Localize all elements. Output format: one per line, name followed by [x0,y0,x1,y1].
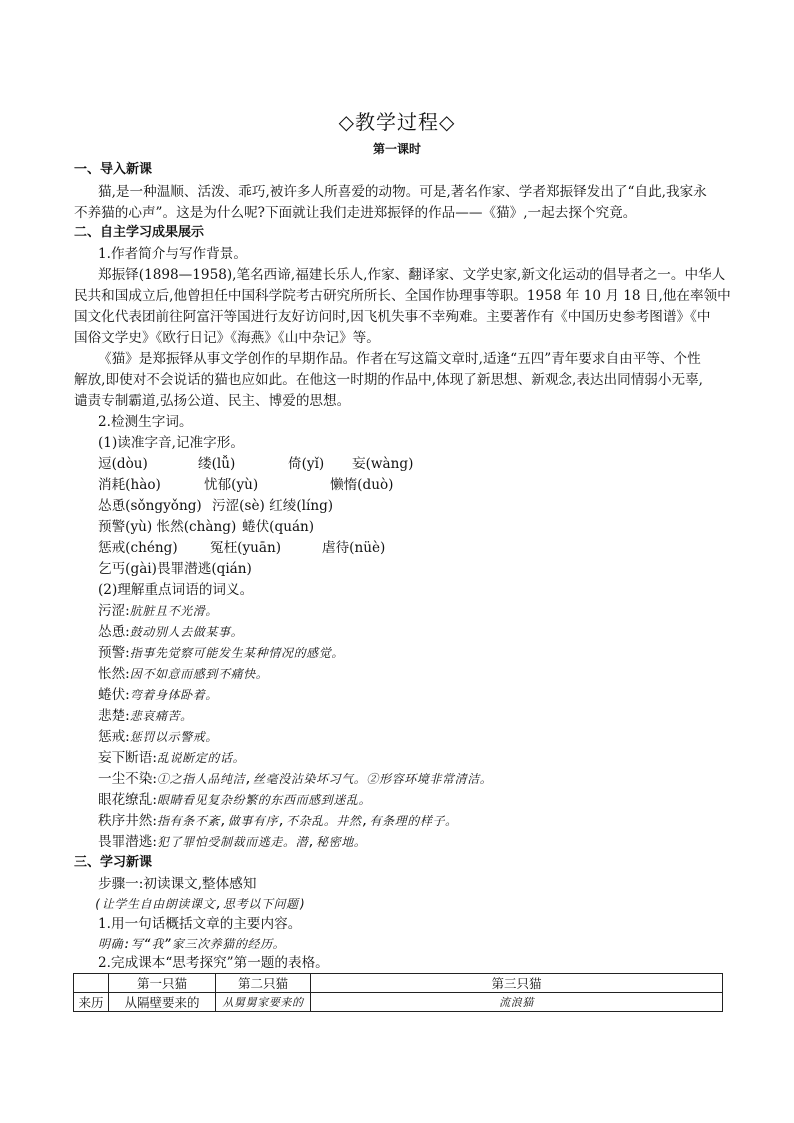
section-heading-self-study: 二、自主学习成果展示 [74,225,205,240]
author-paragraph-line: 民共和国成立后,他曾担任中国科学院考古研究所所长、全国作协理事等职。1958 年 10 月 18 日,他在率领中 [74,288,731,304]
author-paragraph-line: 国文化代表团前往阿富汗等国进行友好访问时,因飞机失事不幸殉难。主要著作有《中国历史参考图谱》《中 [74,309,711,325]
vocab-row [98,496,333,516]
definition-term: 眼花缭乱: [98,792,157,808]
answer: 明确:写“我”家三次养猫的经历。 [98,937,286,951]
section-heading-new-lesson: 三、学习新课 [74,855,153,870]
vocab-item: 怂恿(sǒngyǒng) [98,498,202,514]
vocab-row [98,559,252,579]
definition-text: 惩罚以示警戒。 [129,730,218,744]
vocab-item: 懒惰(duò) [330,477,394,493]
definition-text: 指事先觉察可能发生某种情况的感觉。 [129,646,344,660]
definition-text: 因不如意而感到不痛快。 [129,667,269,681]
definition-item [98,601,218,621]
work-paragraph-line: 谴责专制霸道,弘扬公道、民主、博爱的思想。 [74,393,351,409]
work-paragraph-line: 解放,即使对不会说话的猫也应如此。在他这一时期的作品中,体现了新思想、新观念,表达出同情弱小无辜, [74,372,703,388]
question: 2.完成课本“思考探究”第一题的表格。 [98,955,329,971]
vocab-item: 消耗(hào) [98,477,161,493]
definition-term: 污涩: [98,603,130,619]
definition-text: 弯着身体卧着。 [129,688,218,702]
definition-text: 悲哀痛苦。 [129,709,193,723]
table-header-row [74,974,723,993]
definition-text: 眼睛看见复杂纷繁的东西而感到迷乱。 [156,793,372,807]
vocab-item: 忧郁(yù) [204,477,259,493]
vocab-subheading: (2)理解重点词语的词义。 [98,582,254,598]
table-cell: 从隔壁要来的 [109,993,216,1012]
definition-text: 犯了罪怕受制裁而逃走。潜,秘密地。 [156,835,367,849]
cats-comparison-table [73,973,723,1012]
table-header-cell: 第一只猫 [109,974,216,993]
author-paragraph-line: 郑振铎(1898—1958),笔名西谛,福建长乐人,作家、翻译家、文学史家,新文化运动的倡导者之一。中华人 [98,267,726,283]
definition-item [98,769,492,789]
question: 1.用一句话概括文章的主要内容。 [98,916,302,932]
definition-item [98,643,344,663]
vocab-heading: 2.检测生字词。 [98,414,193,430]
definition-item [98,832,366,852]
vocab-item: 逗(dòu) [98,456,148,472]
table-row [74,993,723,1012]
definition-term: 一尘不染: [98,771,157,787]
vocab-row [98,475,393,495]
vocab-row [98,454,413,474]
vocab-item: 乞丐(gài)畏罪潜逃(qián) [98,561,252,577]
vocab-item: 惩戒(chéng) [98,540,178,556]
table-cell: 流浪猫 [311,993,723,1012]
definition-text: 肮脏且不光滑。 [129,604,218,618]
author-heading: 1.作者简介与写作背景。 [98,246,247,262]
vocab-row [98,538,385,558]
vocab-subheading: (1)读准字音,记准字形。 [98,435,244,451]
vocab-item: 蜷伏(quán) [242,519,315,535]
vocab-row [98,517,314,537]
step-heading: 步骤一:初读课文,整体感知 [98,876,257,892]
definition-term: 预警: [98,645,130,661]
definition-item [98,748,245,768]
vocab-item: 虐待(nüè) [322,540,386,556]
definition-term: 妄下断语: [98,750,157,766]
vocab-item: 倚(yǐ) [288,456,325,472]
vocab-item: 妄(wàng) [352,456,414,472]
author-paragraph-line: 国俗文学史》《欧行日记》《海燕》《山中杂记》等。 [74,330,380,346]
definition-term: 畏罪潜逃: [98,834,157,850]
intro-line: 猫,是一种温顺、活泼、乖巧,被许多人所喜爱的动物。可是,著名作家、学者郑振铎发出了“自此,我家永 [98,184,707,200]
vocab-item: 缕(lǚ) [198,456,236,472]
definition-item [98,685,218,705]
table-cell: 从舅舅家要来的 [216,993,311,1012]
vocab-item: 污涩(sè) 红绫(líng) [212,498,334,514]
vocab-item: 预警(yù) 怅然(chàng) [98,519,237,535]
table-cell: 来历 [74,993,109,1012]
definition-text: ①之指人品纯洁,丝毫没沾染坏习气。②形容环境非常清洁。 [156,772,493,786]
definition-text: 乱说断定的话。 [156,751,246,765]
definition-item [98,664,268,684]
definition-text: 指有条不紊,做事有序,不杂乱。井然,有条理的样子。 [156,814,458,828]
table-header-cell: 第二只猫 [216,974,311,993]
teacher-note: (让学生自由朗读课文,思考以下问题) [94,897,307,911]
definition-term: 悲楚: [98,708,130,724]
definition-term: 怅然: [98,666,130,682]
page-title: ◇教学过程◇ [338,110,456,134]
definition-item [98,706,193,726]
definition-term: 惩戒: [98,729,130,745]
lesson-subtitle: 第一课时 [372,142,421,156]
work-paragraph-line: 《猫》是郑振铎从事文学创作的早期作品。作者在写这篇文章时,适逢“五四”青年要求自由平等、个性 [98,351,701,367]
definition-term: 秩序井然: [98,813,157,829]
vocab-item: 冤枉(yuān) [210,540,282,556]
definition-item [98,811,458,831]
definition-text: 鼓动别人去做某事。 [129,625,244,639]
table-header-cell: 第三只猫 [311,974,723,993]
intro-line: 不养猫的心声”。这是为什么呢?下面就让我们走进郑振铎的作品——《猫》,一起去探个究竟。 [74,205,637,221]
definition-item [98,727,218,747]
section-heading-intro: 一、导入新课 [74,162,153,177]
definition-item [98,790,371,810]
definition-term: 怂恿: [98,624,130,640]
definition-item [98,622,243,642]
definition-term: 蜷伏: [98,687,130,703]
table-header-cell [74,974,109,993]
